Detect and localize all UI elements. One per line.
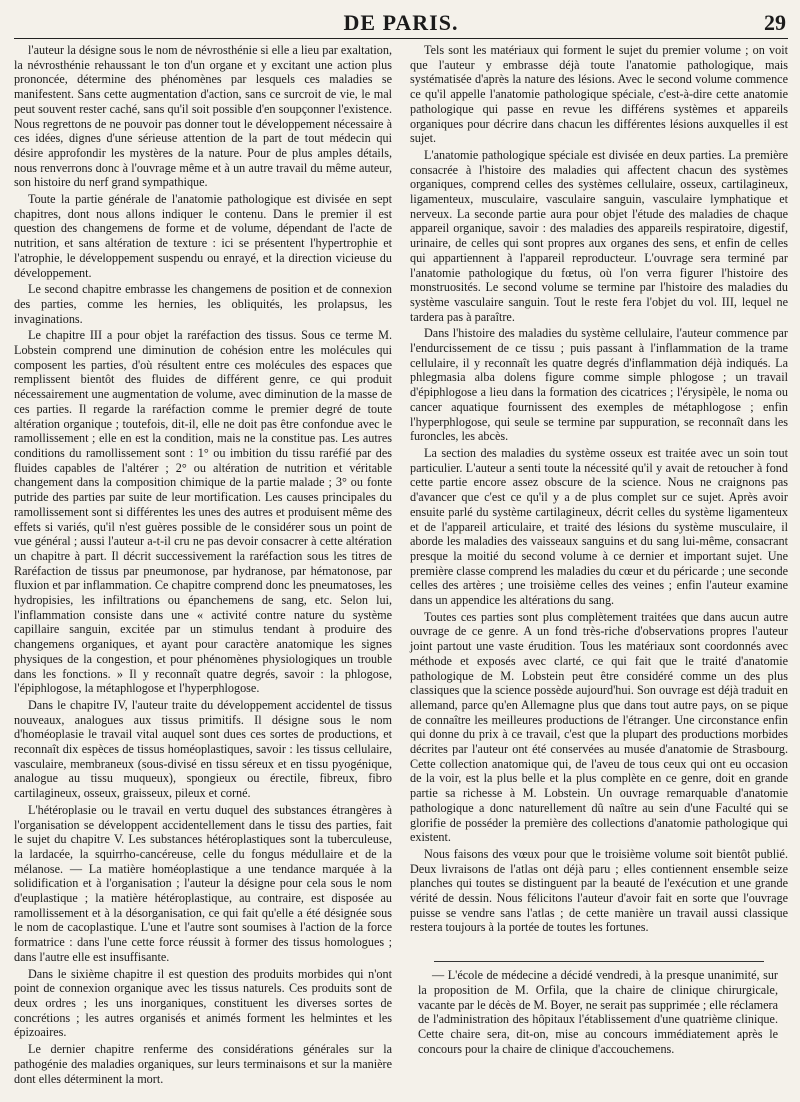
paragraph: l'auteur la désigne sous le nom de névrosthénie si elle a lieu par exaltation, la névrosthénie rehaussant le ton d'un organe et y excitant une action plus prononcée, détermine des phénomènes par lesquels ces maladies se manifestent. Sans cette augmentation d'action, sans ce surcroit de vie, le mal peut souvent rester caché, sans qu'il soit possible d'en soupçonner l'existence. Nous regrettons de ne pouvoir pas donner tout le développement nécessaire à ces idées, dignes d'une sérieuse attention de la part de tout médecin qui désire approfondir les mystères de la nature. Pour de plus amples détails, nous renverrons donc à l'ouvrage même et à un autre travail du même auteur, son histoire du nerf grand sympathique. — [14, 43, 392, 190]
page-number: 29 — [764, 10, 786, 35]
paragraph: Dans l'histoire des maladies du système cellulaire, l'auteur commence par l'endurcissement de ce tissu ; puis passant à l'inflammation de la trame cellulaire, il y reconnaît les quatre degrés d'inflammation déjà indiqués. La phlegmasia alba dolens figure comme simple phlogose ; un travail d'épiphlogose a lieu dans la formation des cicatrices ; l'érysipèle, le noma ou cancer aquatique fournissent des exemples de métaphlogose ; enfin l'hyperphlogose, qui seule se termine par suppuration, se reconnaît dans les furoncles, les abcès. — [410, 326, 788, 444]
paragraph: Tels sont les matériaux qui forment le sujet du premier volume ; on voit que l'auteur y embrasse déjà toute l'anatomie pathologique, mais systématisée d'après la nature des lésions. Avec le second volume commence ce qu'il appelle l'anatomie pathologique spéciale, c'est-à-dire cette anatomie pathologique qui passe en revue les différens systèmes et appareils organiques pour décrire dans chacun les différentes lésions auxquelles il est sujet. — [410, 43, 788, 146]
paragraph: Toutes ces parties sont plus complètement traitées que dans aucun autre ouvrage de ce genre. A un fond très-riche d'observations propres l'auteur joint partout une vaste érudition. Tous les matériaux sont coordonnés avec méthode et exposés avec clarté, ce qui fait que le traité d'anatomie pathologique de M. Lobstein peut être considéré comme un des plus classiques que la science possède aujourd'hui. Son ouvrage est déjà traduit en allemand, parce qu'en Allemagne plus que dans tout autre pays, on se pique de connaître les meilleures productions de l'étranger. Une circonstance enfin qui donne du prix à ce travail, c'est que la plupart des productions morbides décrites par l'auteur ont été conservées au musée d'anatomie de Strasbourg. Cette collection anatomique qui, de l'aveu de tous ceux qui ont eu occasion de la voir, est la plus belle et la plus complète en ce genre, doit en grande partie sa richesse à M. Lobstein. Un ouvrage remarquable d'anatomie pathologique a donc naturellement dû naître au sein d'une Faculté qui se glorifie de posséder la première des collections d'anatomie pathologique qui existent. — [410, 609, 788, 845]
paragraph: Le chapitre III a pour objet la raréfaction des tissus. Sous ce terme M. Lobstein comprend une diminution de cohésion entre les molécules qui composent les parties, d'où résultent entre ces molécules des espaces que remplissent bientôt des fluides de différent genre, ce qui produit nécessairement une augmentation de volume, avec diminution de la masse de ces parties. Il regarde la raréfaction comme le premier degré de toute altération organique ; toutefois, dit-il, elle ne doit pas être confondue avec le ramollissement ; elle en est la condition, mais ne la constitue pas. Les autres conditions du ramollissement sont : 1° ou imbition du tissu raréfié par des fluides capables de l'altérer ; 2° ou altération de nutrition et véritable changement dans la composition chimique de la partie malade ; 3° ou fonte putride des parties par suite de leur mortification. Les causes principales du ramollissement sont si différentes les unes des autres et produisent même des effets si variés, qu'il n'est guères possible de le considérer sous un point de vue général ; aussi l'auteur a-t-il cru ne pas devoir consacrer à cette altération un chapitre à part. Il décrit successivement la raréfaction sous les titres de Raréfaction de tissus par pneumonose, par hydranose, par hématonose, par fluxion et par inflammation. Ce chapitre comprend donc les pneumatoses, les hydropisies, les infiltrations ou épanchemens de sang, etc. Selon lui, l'inflammation consiste dans une « activité contre nature du système capillaire sanguin, excitée par un stimulus tendant à produire des changemens organiques, et ayant pour caractère anatomique les signes physiques de la congestion, et pour phénomènes physiologiques un trouble dans les fonctions. » Il y reconnaît quatre degrés, savoir : la phlogose, l'épiphlogose, la métaphlogose et l'hyperphlogose. — [14, 328, 392, 696]
text-columns — [14, 43, 788, 1088]
paragraph: Nous faisons des vœux pour que le troisième volume soit bientôt publié. Deux livraisons de l'atlas ont déjà paru ; elles contiennent ensemble seize planches qui toutes se distinguent par la beauté de l'exécution et une grande vérité de dessin. Nous félicitons l'auteur d'avoir fait en sorte que l'ouvrage puisse se vendre sans l'atlas ; de cette manière un travail aussi classique restera toujours à la portée de toutes les fortunes. — [410, 846, 788, 935]
page-header — [14, 6, 788, 39]
paragraph: Le second chapitre embrasse les changemens de position et de connexion des parties, comme les hernies, les obliquités, les prolapsus, les invaginations. — [14, 282, 392, 326]
paragraph: L'anatomie pathologique spéciale est divisée en deux parties. La première consacrée à l'histoire des maladies qui affectent chacun des systèmes organiques, comprend celles des systèmes cellulaire, osseux, cartilagineux, ligamenteux, musculaire, vasculaire sanguin, vasculaire lymphatique et nerveux. La seconde partie aura pour objet l'étude des maladies de chaque appareil organique, savoir : des maladies des appareils respiratoire, digestif, urinaire, de celles qui sont propres aux organes des sens, et enfin de celles qui appartiennent à l'appareil reproducteur. L'ouvrage sera terminé par l'anatomie pathologique du fœtus, où l'on verra figurer l'histoire des monstruosités. Le second volume se termine par l'histoire des maladies du système vasculaire sanguin. Tout le reste fera l'objet du vol. III, lequel ne tardera pas à paraître. — [410, 147, 788, 324]
paragraph: L'hétéroplasie ou le travail en vertu duquel des substances étrangères à l'organisation se développent accidentellement dans le tissu des parties, fait le sujet du chapitre V. Les substances hétéroplastiques sont la tuberculeuse, la lardacée, la squirrho-cancéreuse, celle du fongus médullaire et de la mélanose. — La matière homéoplastique a une tendance marquée à la solidification et à l'organisation ; l'auteur la désigne pour cela sous le nom d'euplastique ; la matière hétéroplastique, au contraire, est disposée au ramollissement et à la désorganisation, ce qui fait qu'elle a été désignée sous le nom de cacoplastique. L'une et l'autre sont soumises à l'action de la force formatrice : dans l'une cette force réussit à former des tissus homologues ; dans l'autre elle est insuffisante. — [14, 802, 392, 964]
paragraph: Toute la partie générale de l'anatomie pathologique est divisée en sept chapitres, dont nous allons indiquer le contenu. Dans le premier il est question des changemens de forme et de volume, dépendant de l'acte de nutrition, et sans altération de texture : ici se présentent l'hypertrophie et l'atrophie, le développement suspendu ou enrayé, et la direction vicieuse du développement. — [14, 192, 392, 280]
paragraph: Dans le chapitre IV, l'auteur traite du développement accidentel de tissus nouveaux, analogues aux tissus primitifs. Il désigne sous le nom d'homéoplasie le travail vital auquel sont dues ces sortes de productions, et reconnaît dix espèces de tissus homéoplastiques, savoir : les tissus cellulaire, vasculaire, membraneux (sous-divisé en tissu séreux et en tissu pyogénique, analogue au tissu muqueux), spongieux ou érectile, fibreux, fibro cartilagineux, osseux, graisseux, pileux et corné. — [14, 697, 392, 801]
left-column — [14, 43, 392, 1088]
paragraph: La section des maladies du système osseux est traitée avec un soin tout particulier. L'auteur a senti toute la nécessité qu'il y avait de retoucher à fond cette partie encore assez obscure de la science. Nous ne craignons pas d'avancer que c'est ce qu'il y a de plus complet sur ce sujet. Après avoir ensuite parlé du système cartilagineux, décrit celles du système ligamenteux et de l'appareil articulaire, et traité des lésions du système musculaire, il aborde les maladies des vaisseaux sanguins et du sang lui-même, consacrant presque la moitié du second volume à ce dernier et important sujet. Une première classe comprend les maladies du cœur et du péricarde ; une seconde celles des artères ; une troisième celles des veines ; enfin l'auteur examine dans un appendice les altérations du sang. — [410, 445, 788, 608]
running-title: DE PARIS. — [343, 10, 459, 35]
news-note: — L'école de médecine a décidé vendredi, à la presque unanimité, sur la proposition de M. Orfila, que la chaire de clinique chirurgicale, vacante par le décès de M. Boyer, ne serait pas supprimée ; elle réclamera de l'administration des hôpitaux l'établissement d'une quatrième clinique. Cette chaire sera, dit-on, mise au concours immédiatement après le concours pour la chaire de clinique d'accouchemens. — [418, 968, 778, 1056]
paragraph: Le dernier chapitre renferme des considérations générales sur la pathogénie des maladies organiques, sur leurs terminaisons et sur la manière dont elles déterminent la mort. — [14, 1042, 392, 1086]
right-column — [410, 43, 788, 1088]
paragraph: Dans le sixième chapitre il est question des produits morbides qui n'ont point de connexion organique avec les tissus naturels. Ces produits sont de deux ordres ; les uns inorganiques, constituent les diverses sortes de concrétions ; les autres organisés et animés forment les helmintes et les épizoaires. — [14, 966, 392, 1040]
note-divider — [434, 961, 764, 962]
